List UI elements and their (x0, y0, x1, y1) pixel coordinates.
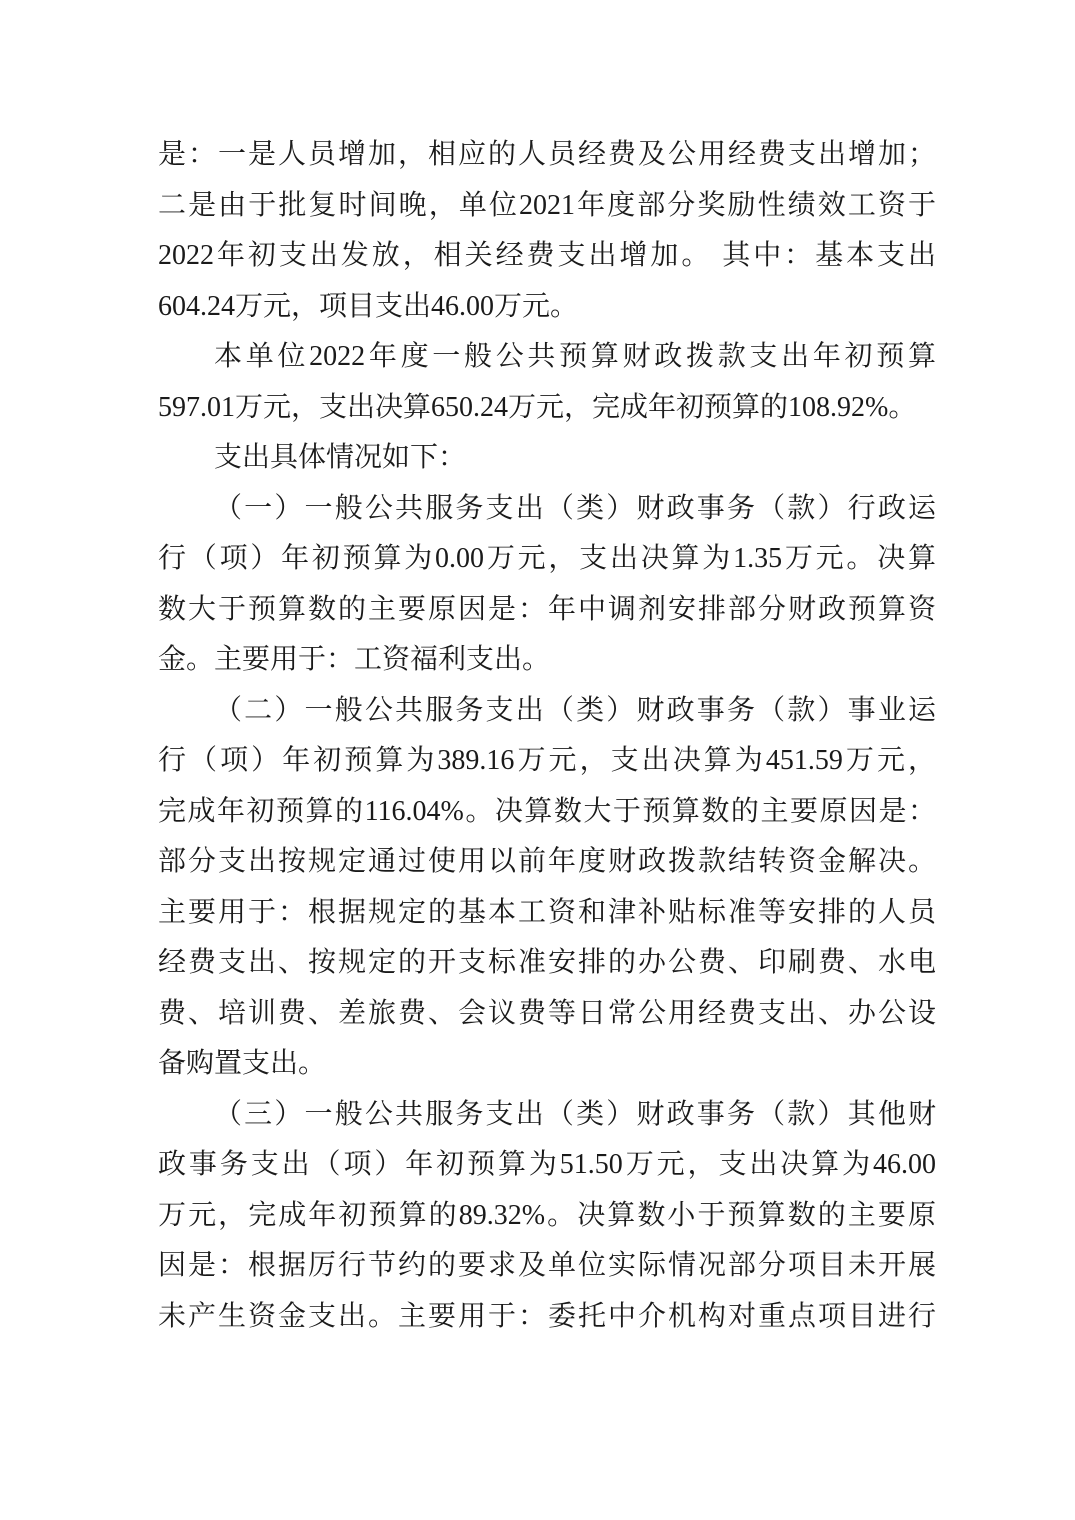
text-line: 行（项）年初预算为389.16万元，支出决算为451.59万元， (158, 745, 936, 776)
text-line: 经费支出、按规定的开支标准安排的办公费、印刷费、水电 (158, 947, 936, 978)
text-line: 2022年初支出发放，相关经费支出增加。 其中：基本支出 (158, 240, 936, 271)
text-line: （一）一般公共服务支出（类）财政事务（款）行政运 (214, 492, 936, 524)
paragraph (158, 130, 936, 332)
paragraph (158, 686, 936, 1090)
text-line: 金。主要用于：工资福利支出。 (158, 644, 551, 675)
text-line: 主要用于：根据规定的基本工资和津补贴标准等安排的人员 (158, 896, 936, 928)
text-line: 是：一是人员增加，相应的人员经费及公用经费支出增加； (158, 139, 936, 170)
text-line: 604.24万元，项目支出46.00万元。 (158, 290, 579, 322)
text-block (158, 130, 936, 1342)
text-line: （二）一般公共服务支出（类）财政事务（款）事业运 (214, 694, 936, 726)
text-line: 完成年初预算的116.04%。决算数大于预算数的主要原因是： (158, 795, 936, 827)
text-line: 597.01万元，支出决算650.24万元，完成年初预算的108.92%。 (158, 391, 917, 423)
text-line: 二是由于批复时间晚，单位2021年度部分奖励性绩效工资于 (158, 189, 936, 221)
text-line: 部分支出按规定通过使用以前年度财政拨款结转资金解决。 (158, 846, 936, 877)
text-line: 行（项）年初预算为0.00万元，支出决算为1.35万元。决算 (158, 543, 936, 574)
paragraph (158, 332, 936, 433)
text-line: 支出具体情况如下： (214, 442, 467, 473)
text-line: （三）一般公共服务支出（类）财政事务（款）其他财 (214, 1098, 936, 1130)
text-line: 因是：根据厉行节约的要求及单位实际情况部分项目未开展 (158, 1250, 936, 1281)
text-line: 备购置支出。 (158, 1048, 327, 1079)
paragraph (158, 1090, 936, 1343)
text-line: 未产生资金支出。主要用于：委托中介机构对重点项目进行 (158, 1300, 936, 1332)
text-line: 本单位2022年度一般公共预算财政拨款支出年初预算 (214, 341, 936, 372)
text-line: 万元，完成年初预算的89.32%。决算数小于预算数的主要原 (158, 1199, 936, 1231)
text-line: 政事务支出（项）年初预算为51.50万元，支出决算为46.00 (158, 1149, 936, 1180)
text-line: 费、培训费、差旅费、会议费等日常公用经费支出、办公设 (158, 997, 936, 1029)
paragraph (158, 484, 936, 686)
text-line: 数大于预算数的主要原因是：年中调剂安排部分财政预算资 (158, 593, 936, 625)
paragraph (158, 433, 936, 484)
